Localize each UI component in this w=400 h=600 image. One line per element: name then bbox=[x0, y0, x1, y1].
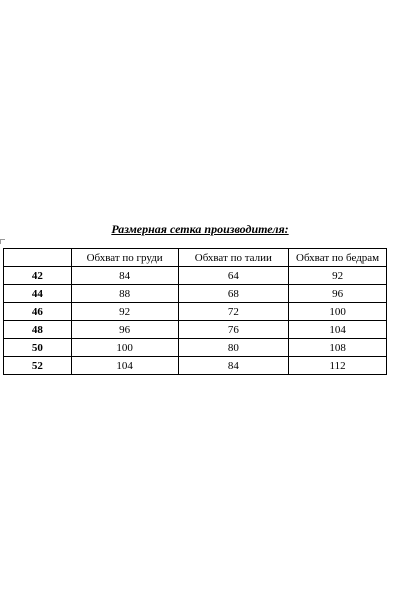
hips-cell: 112 bbox=[289, 357, 387, 375]
waist-cell: 64 bbox=[178, 267, 289, 285]
chest-cell: 92 bbox=[71, 303, 178, 321]
size-cell: 42 bbox=[4, 267, 72, 285]
chest-cell: 96 bbox=[71, 321, 178, 339]
chest-cell: 84 bbox=[71, 267, 178, 285]
table-row bbox=[4, 267, 387, 285]
size-chart-title: Размерная сетка производителя: bbox=[111, 222, 289, 236]
chest-cell: 88 bbox=[71, 285, 178, 303]
hips-cell: 92 bbox=[289, 267, 387, 285]
waist-cell: 72 bbox=[178, 303, 289, 321]
table-anchor-mark bbox=[0, 239, 5, 244]
waist-cell: 80 bbox=[178, 339, 289, 357]
table-row bbox=[4, 285, 387, 303]
header-chest: Обхват по груди bbox=[71, 249, 178, 267]
table-row bbox=[4, 357, 387, 375]
header-waist: Обхват по талии bbox=[178, 249, 289, 267]
table-header-row bbox=[4, 249, 387, 267]
size-cell: 48 bbox=[4, 321, 72, 339]
hips-cell: 108 bbox=[289, 339, 387, 357]
table-row bbox=[4, 303, 387, 321]
size-table bbox=[3, 248, 387, 375]
header-size bbox=[4, 249, 72, 267]
hips-cell: 96 bbox=[289, 285, 387, 303]
chest-cell: 104 bbox=[71, 357, 178, 375]
header-hips: Обхват по бедрам bbox=[289, 249, 387, 267]
hips-cell: 104 bbox=[289, 321, 387, 339]
waist-cell: 84 bbox=[178, 357, 289, 375]
size-cell: 44 bbox=[4, 285, 72, 303]
size-cell: 50 bbox=[4, 339, 72, 357]
hips-cell: 100 bbox=[289, 303, 387, 321]
size-cell: 46 bbox=[4, 303, 72, 321]
table-row bbox=[4, 339, 387, 357]
chest-cell: 100 bbox=[71, 339, 178, 357]
table-row bbox=[4, 321, 387, 339]
waist-cell: 76 bbox=[178, 321, 289, 339]
waist-cell: 68 bbox=[178, 285, 289, 303]
size-cell: 52 bbox=[4, 357, 72, 375]
